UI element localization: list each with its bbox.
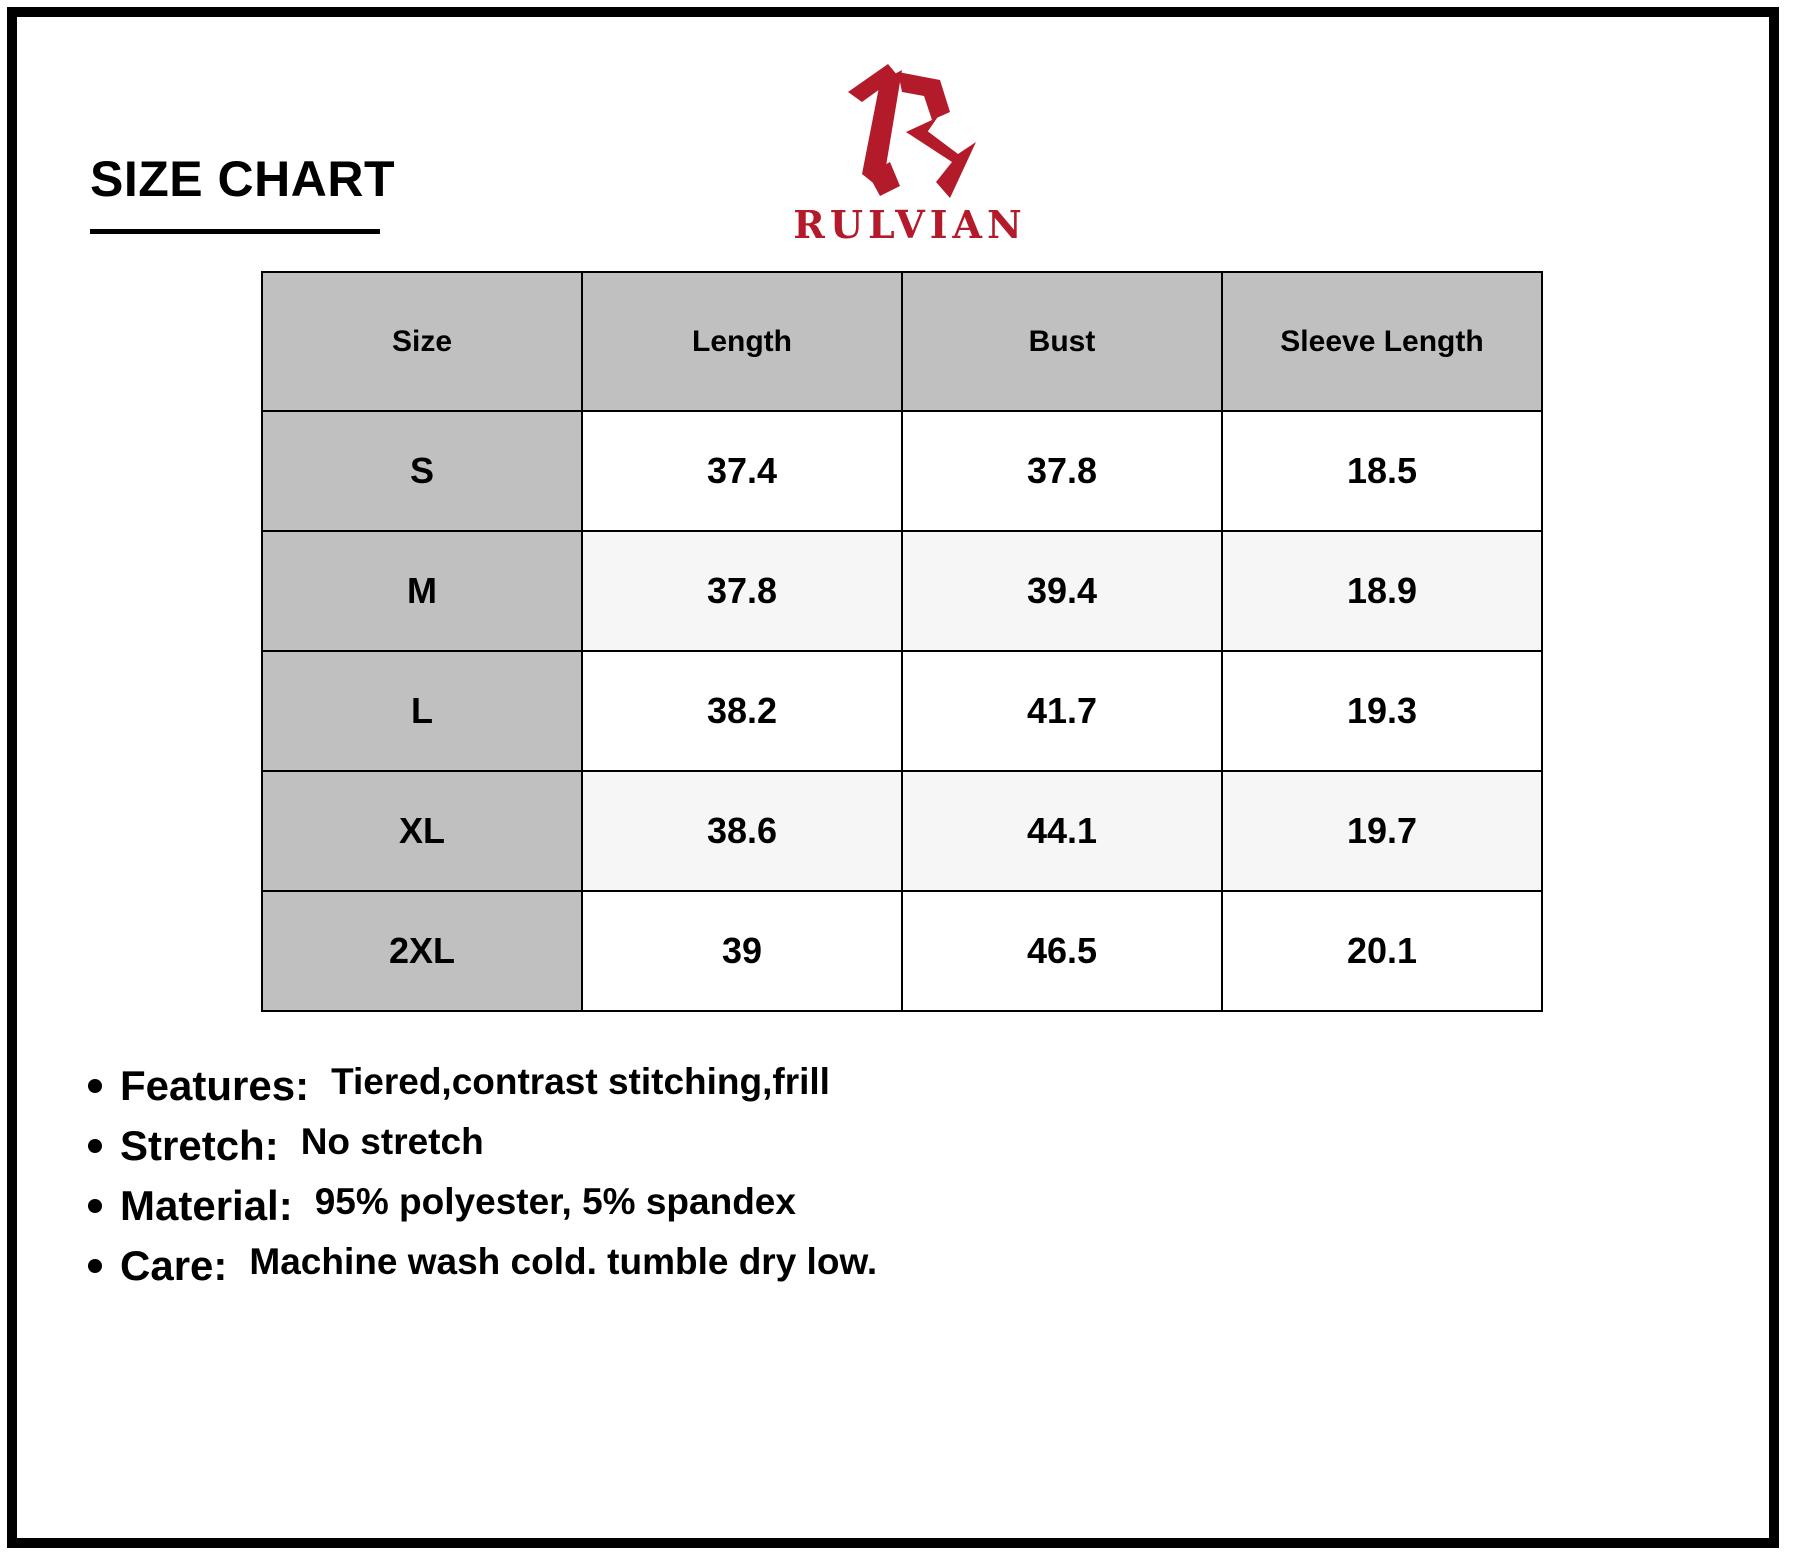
- detail-value: Tiered,contrast stitching,frill: [331, 1061, 830, 1102]
- header-bust: Bust: [902, 272, 1222, 411]
- detail-value: Machine wash cold. tumble dry low.: [249, 1241, 878, 1282]
- header-length: Length: [582, 272, 902, 411]
- sleeve-length-cell: 19.7: [1222, 771, 1542, 891]
- size-cell: M: [262, 531, 582, 651]
- detail-label: Care:: [120, 1242, 228, 1289]
- list-item: [88, 1116, 877, 1176]
- list-item: [88, 1236, 877, 1296]
- bullet-icon: [88, 1079, 102, 1093]
- page-title: SIZE CHART: [90, 151, 395, 207]
- list-item: [88, 1056, 877, 1116]
- bust-cell: 37.8: [902, 411, 1222, 531]
- size-cell: XL: [262, 771, 582, 891]
- bust-cell: 44.1: [902, 771, 1222, 891]
- length-cell: 38.6: [582, 771, 902, 891]
- size-cell: 2XL: [262, 891, 582, 1011]
- sleeve-length-cell: 19.3: [1222, 651, 1542, 771]
- brand-r-logo-icon: [840, 62, 980, 200]
- header-sleeve-length: Sleeve Length: [1222, 272, 1542, 411]
- bust-cell: 46.5: [902, 891, 1222, 1011]
- length-cell: 38.2: [582, 651, 902, 771]
- size-cell: S: [262, 411, 582, 531]
- bullet-icon: [88, 1139, 102, 1153]
- detail-label: Material:: [120, 1182, 293, 1229]
- detail-label: Features:: [120, 1062, 310, 1109]
- table-row: [262, 891, 1542, 1011]
- title-underline: [90, 229, 380, 234]
- bust-cell: 39.4: [902, 531, 1222, 651]
- product-details-list: [88, 1056, 877, 1296]
- size-cell: L: [262, 651, 582, 771]
- bullet-icon: [88, 1259, 102, 1273]
- sleeve-length-cell: 18.5: [1222, 411, 1542, 531]
- sleeve-length-cell: 18.9: [1222, 531, 1542, 651]
- table-row: [262, 531, 1542, 651]
- sleeve-length-cell: 20.1: [1222, 891, 1542, 1011]
- table-row: [262, 771, 1542, 891]
- table-row: [262, 651, 1542, 771]
- header-size: Size: [262, 272, 582, 411]
- size-table: [261, 271, 1543, 1012]
- table-header-row: [262, 272, 1542, 411]
- length-cell: 37.8: [582, 531, 902, 651]
- length-cell: 37.4: [582, 411, 902, 531]
- brand-name: RULVIAN: [793, 202, 1027, 247]
- bullet-icon: [88, 1199, 102, 1213]
- brand-logo: [760, 62, 1060, 252]
- detail-value: 95% polyester, 5% spandex: [314, 1181, 796, 1222]
- table-row: [262, 411, 1542, 531]
- detail-label: Stretch:: [120, 1122, 279, 1169]
- bust-cell: 41.7: [902, 651, 1222, 771]
- detail-value: No stretch: [300, 1121, 484, 1162]
- length-cell: 39: [582, 891, 902, 1011]
- list-item: [88, 1176, 877, 1236]
